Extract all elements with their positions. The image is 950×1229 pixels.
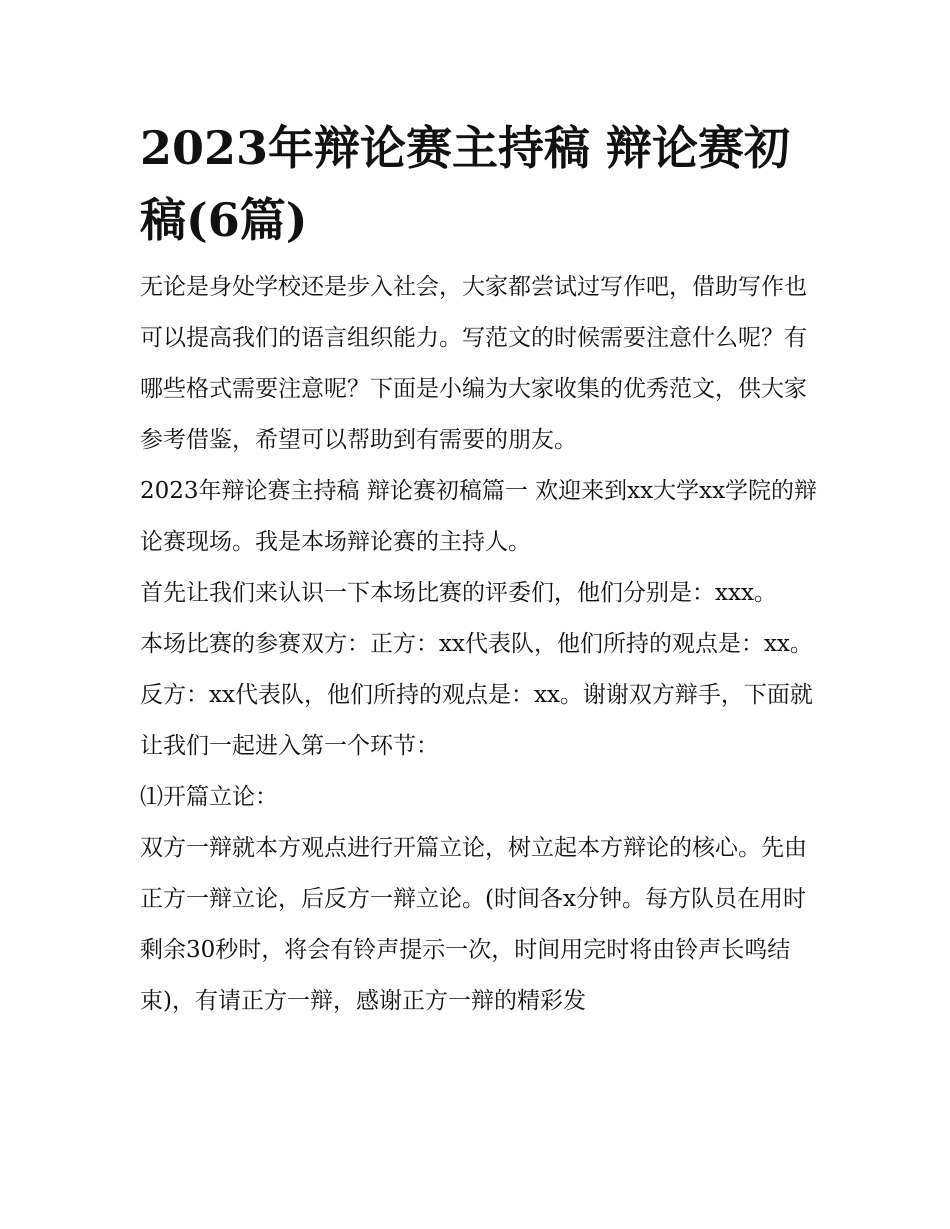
document-page <box>140 112 820 1027</box>
document-title: 2023年辩论赛主持稿 辩论赛初稿(6篇) <box>140 121 791 247</box>
paragraph-teams: 本场比赛的参赛双方：正方：xx代表队，他们所持的观点是：xx。反方：xx代表队，他们所持的观点是：xx。谢谢双方辩手，下面就让我们一起进入第一个环节： <box>140 631 813 759</box>
paragraph-opening-statement: 双方一辩就本方观点进行开篇立论，树立起本方辩论的核心。先由正方一辩立论，后反方一辩立论。(时间各x分钟。每方队员在用时剩余30秒时，将会有铃声提示一次，时间用完时将由铃声长鸣结束)，有请正方一辩，感谢正方一辩的精彩发 <box>140 835 807 1014</box>
paragraph-intro: 无论是身处学校还是步入社会，大家都尝试过写作吧，借助写作也可以提高我们的语言组织能力。写范文的时候需要注意什么呢？有哪些格式需要注意呢？下面是小编为大家收集的优秀范文，供大家参考借鉴，希望可以帮助到有需要的朋友。 <box>140 274 807 453</box>
paragraph-opening: 2023年辩论赛主持稿 辩论赛初稿篇一 欢迎来到xx大学xx学院的辩论赛现场。我是本场辩论赛的主持人。 <box>140 478 818 555</box>
paragraph-judges: 首先让我们来认识一下本场比赛的评委们，他们分别是：xxx。 <box>140 580 777 606</box>
section-heading-opening-statement: ⑴开篇立论： <box>140 784 278 810</box>
